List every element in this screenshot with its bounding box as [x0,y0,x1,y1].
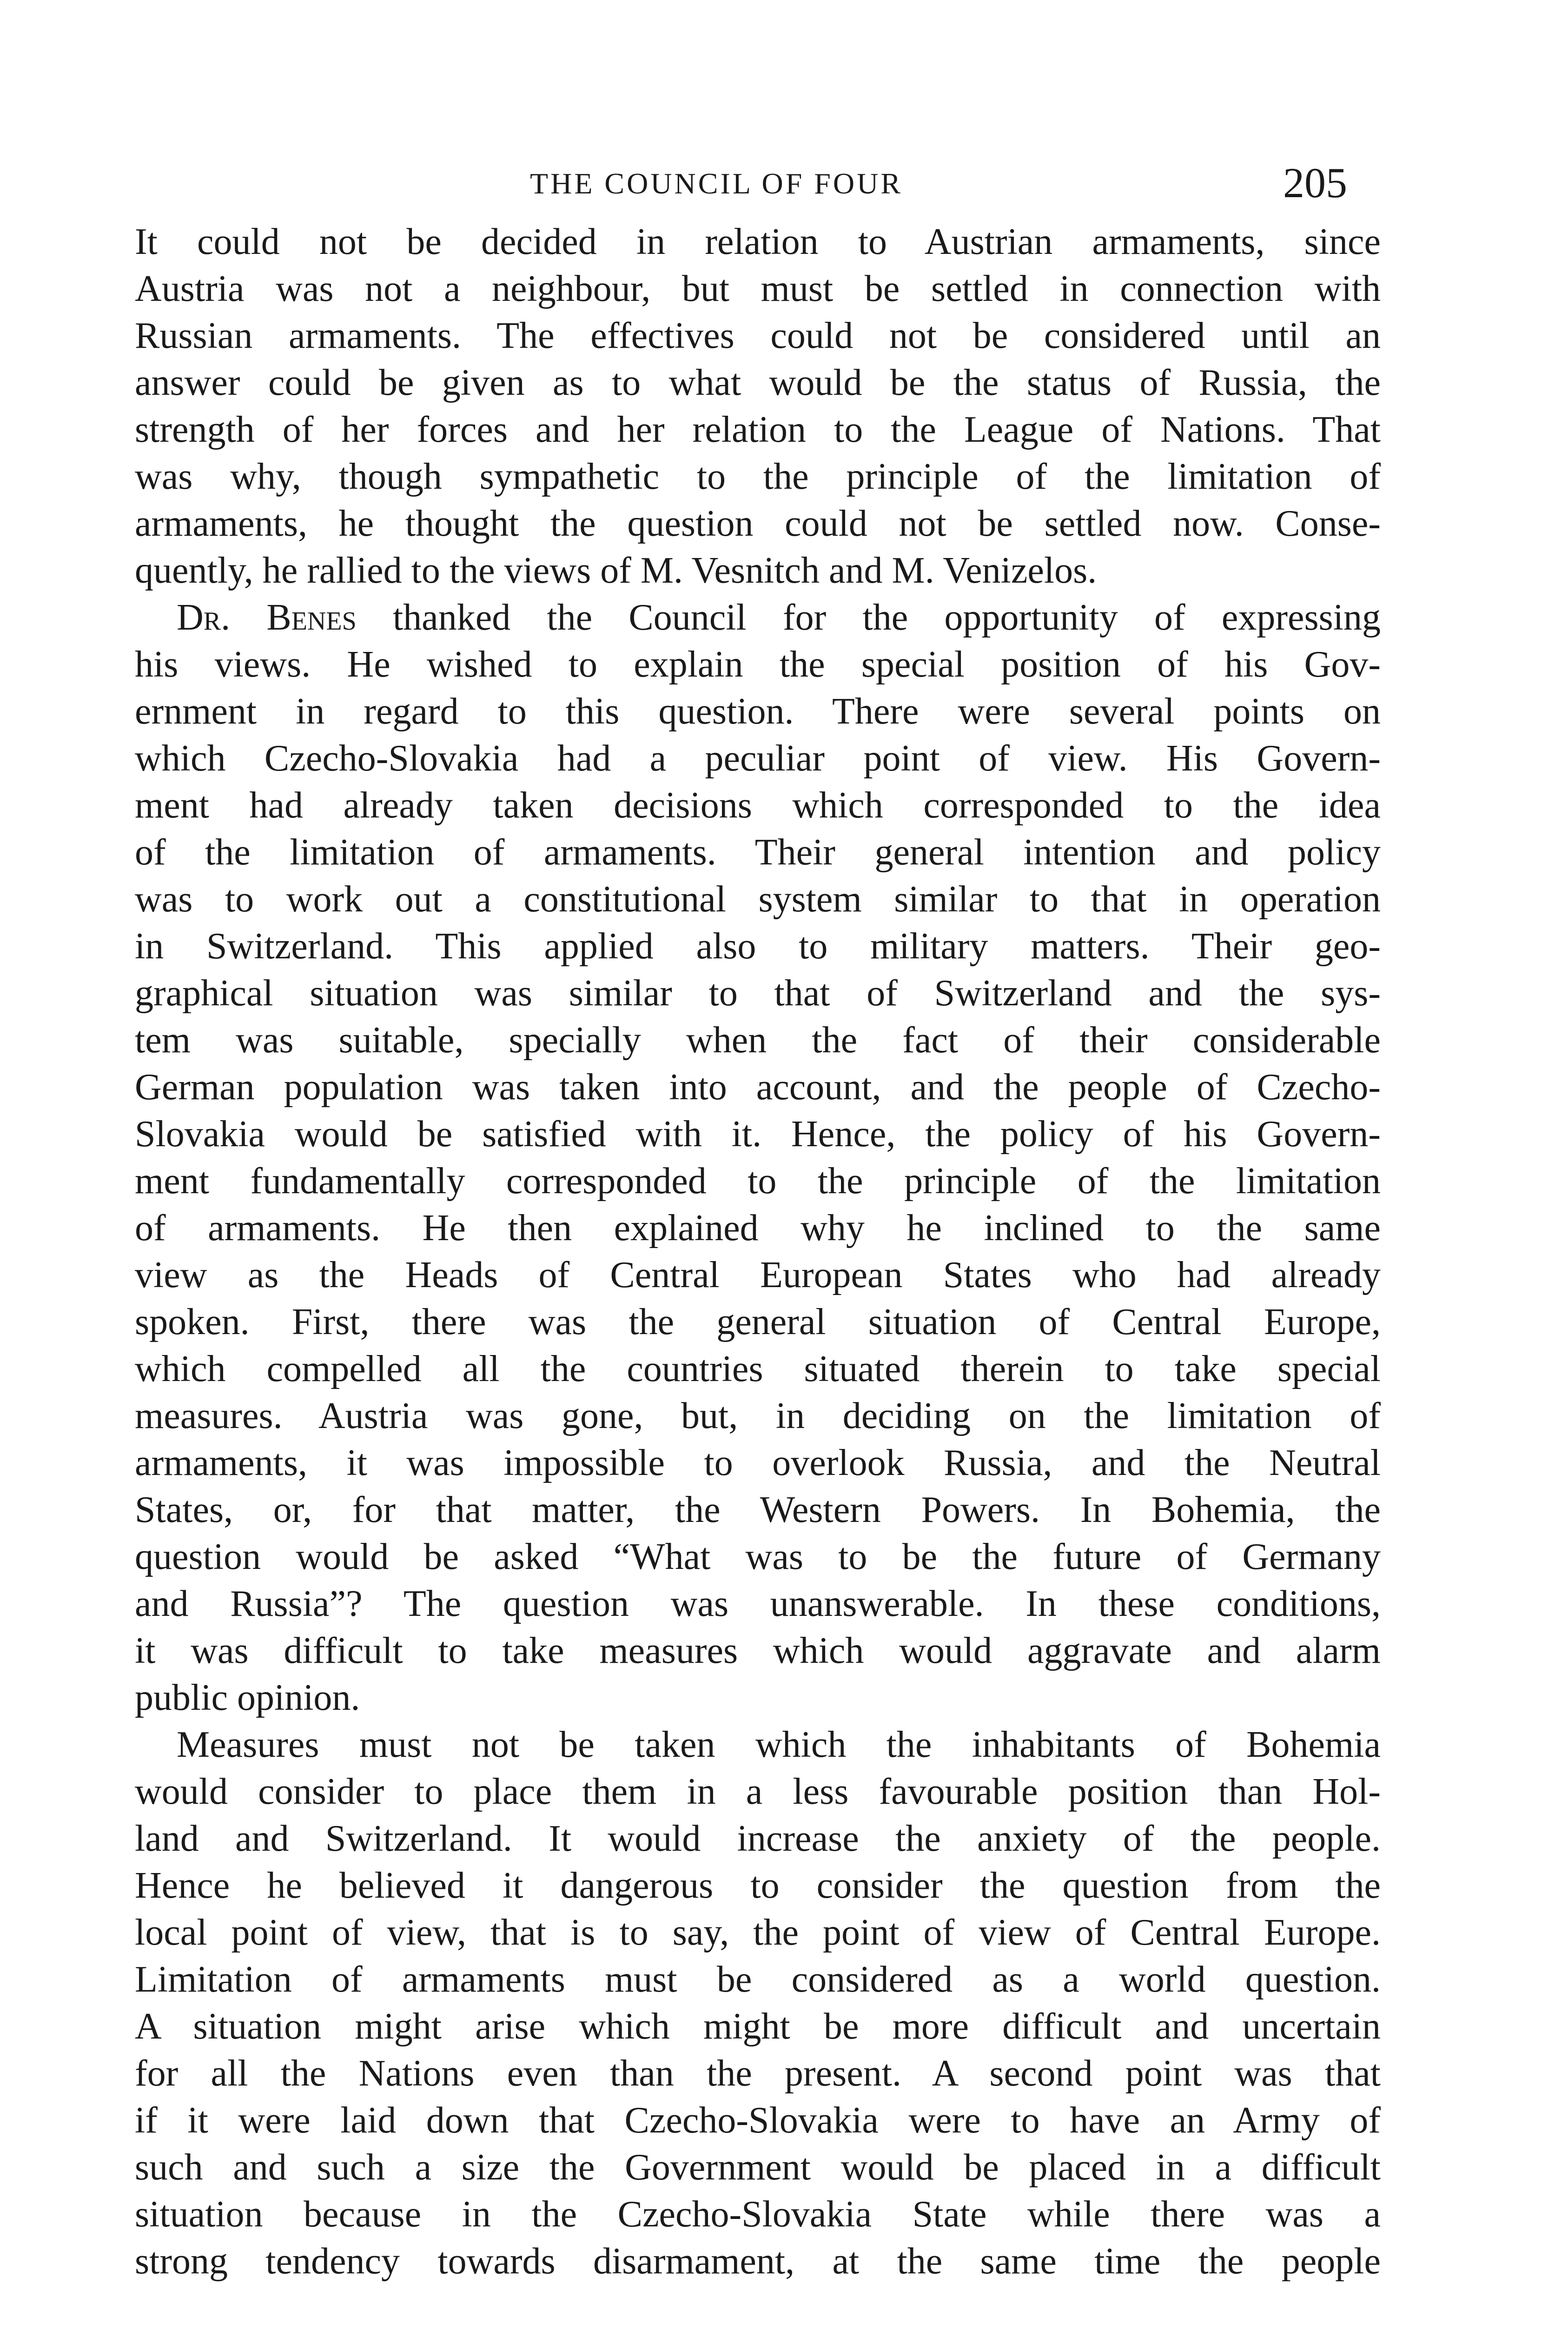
text-line: such and such a size the Government would be placed in a difficult [135,2147,1381,2188]
text-line: was to work out a constitutional system similar to that in operation [135,879,1381,920]
text-line: Limitation of armaments must be considered as a world question. [135,1959,1381,2000]
text-line: States, or, for that matter, the Western Powers. In Bohemia, the [135,1489,1381,1530]
text-line: strong tendency towards disarmament, at the same time the people [135,2241,1381,2282]
text-line: Slovakia would be satisfied with it. Hence, the policy of his Govern- [135,1114,1381,1155]
text-line: spoken. First, there was the general situation of Central Europe, [135,1302,1381,1342]
text-line: graphical situation was similar to that of Switzerland and the sys- [135,973,1381,1014]
text-line: situation because in the Czecho-Slovakia State while there was a [135,2194,1381,2235]
text-line: in Switzerland. This applied also to military matters. Their geo- [135,926,1381,967]
text-line: which compelled all the countries situated therein to take special [135,1348,1381,1389]
text-line: armaments, he thought the question could not be settled now. Conse- [135,503,1381,544]
text-line: it was difficult to take measures which would aggravate and alarm [135,1630,1381,1671]
text-line: public opinion. [135,1677,360,1718]
text-line: armaments, it was impossible to overlook Russia, and the Neutral [135,1442,1381,1483]
text-line: was why, though sympathetic to the principle of the limitation of [135,456,1381,497]
text-line: if it were laid down that Czecho-Slovakia were to have an Army of [135,2100,1381,2141]
text-line: A situation might arise which might be more difficult and uncertain [135,2006,1381,2047]
text-line [135,594,1381,641]
text-line-content: thanked the Council for the opportunity of expressing [392,597,1381,638]
text-line: Measures must not be taken which the inhabitants of Bohemia [177,1724,1381,1765]
text-line: local point of view, that is to say, the point of view of Central Europe. [135,1912,1381,1953]
text-line: It could not be decided in relation to Austrian armaments, since [135,221,1381,262]
text-line: ernment in regard to this question. There were several points on [135,691,1381,732]
text-line: Russian armaments. The effectives could not be considered until an [135,315,1381,356]
text-line: answer could be given as to what would be the status of Russia, the [135,362,1381,403]
text-line: measures. Austria was gone, but, in deciding on the limitation of [135,1395,1381,1436]
text-line: his views. He wished to explain the special position of his Gov- [135,644,1381,685]
text-line: ment fundamentally corresponded to the principle of the limitation [135,1161,1381,1202]
page-number: 205 [1283,159,1347,206]
text-line: Hence he believed it dangerous to consider the question from the [135,1865,1381,1906]
running-title: THE COUNCIL OF FOUR [530,167,903,200]
text-line: for all the Nations even than the present. A second point was that [135,2053,1381,2094]
text-line: of the limitation of armaments. Their general intention and policy [135,832,1381,873]
text-line: Austria was not a neighbour, but must be settled in connection with [135,268,1381,309]
body-text [135,219,1381,2285]
text-line: ment had already taken decisions which corresponded to the idea [135,785,1381,826]
text-line: quently, he rallied to the views of M. Vesnitch and M. Venizelos. [135,550,1097,591]
text-line: tem was suitable, specially when the fact of their considerable [135,1020,1381,1061]
text-line: view as the Heads of Central European States who had already [135,1255,1381,1295]
text-line: would consider to place them in a less favourable position than Hol- [135,1771,1381,1812]
text-line: which Czecho-Slovakia had a peculiar point of view. His Govern- [135,738,1381,779]
text-line: and Russia”? The question was unanswerable. In these conditions, [135,1583,1381,1624]
text-line: German population was taken into account, and the people of Czecho- [135,1067,1381,1108]
speaker-name: Dr. Benes [177,597,357,638]
page-header [0,158,1568,214]
text-line: strength of her forces and her relation to the League of Nations. That [135,409,1381,450]
text-line: land and Switzerland. It would increase the anxiety of the people. [135,1818,1381,1859]
text-line: question would be asked “What was to be the future of Germany [135,1536,1381,1577]
text-line: of armaments. He then explained why he inclined to the same [135,1208,1381,1249]
